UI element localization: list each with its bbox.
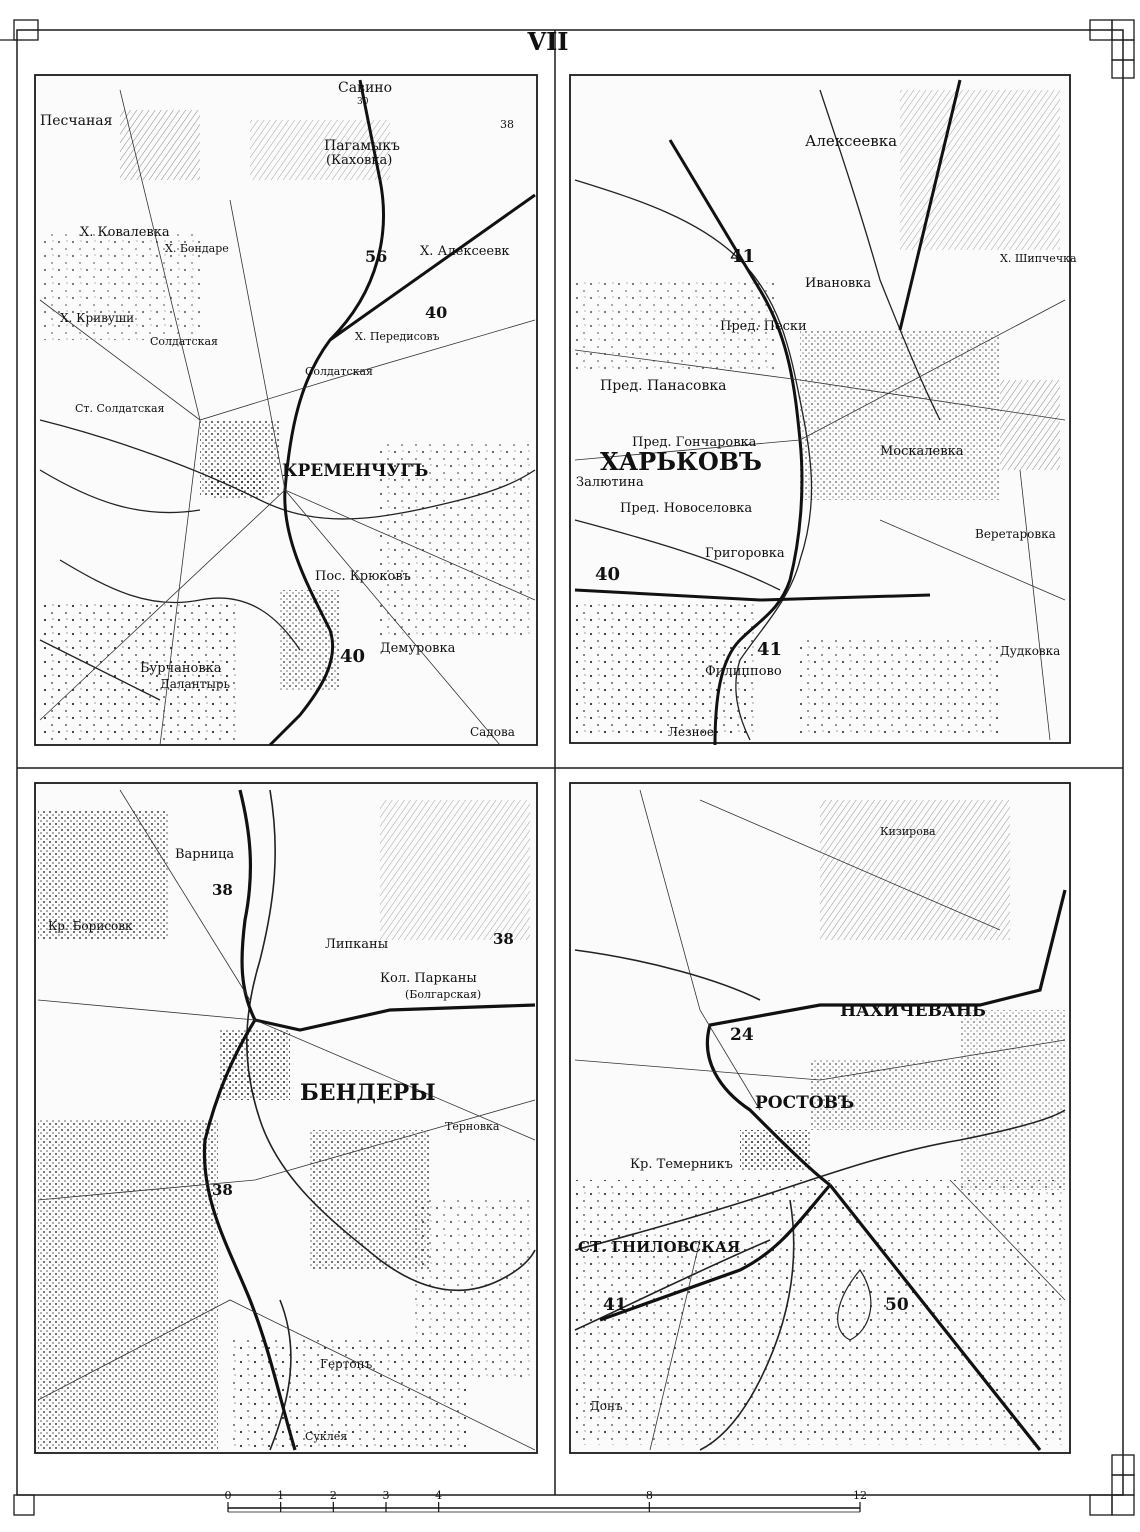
map-label-st-soldatskaya: Ст. Солдатская (75, 402, 165, 415)
map-label-savino: Савино (338, 80, 393, 96)
map-panel-kharkov (570, 75, 1077, 745)
map-label-kryukov: Пос. Крюковъ (315, 569, 411, 584)
map-label-krivushi: Х. Кривуши (60, 311, 135, 325)
map-panel-bendery (35, 783, 537, 1453)
map-label-nakhichevan: НАХИЧЕВАНЬ (840, 1001, 986, 1021)
map-label-route: 38 (212, 881, 233, 899)
map-label-kovalevka: Х. Ковалевка (80, 225, 170, 240)
map-label-varnitsa: Варница (175, 847, 235, 862)
map-label-pagamyk: Пагамыкъ (324, 138, 400, 154)
map-label-borisovka: Кр. Борисовк (48, 919, 133, 933)
map-label-route: 41 (730, 246, 756, 267)
map-label-lipkany: Липканы (325, 937, 389, 952)
map-label-demurovka: Демуровка (380, 641, 456, 656)
plate-number: VII (527, 27, 569, 56)
map-label-sukleya: Суклея (305, 1430, 348, 1443)
map-label-soldatskaya: Солдатская (305, 365, 373, 378)
scale-tick-label: 3 (382, 1489, 390, 1502)
scale-tick-label: 12 (853, 1489, 867, 1502)
map-label-alekseevka: Х. Алексеевк (420, 244, 510, 259)
map-label-gnilovskaya: СТ. ГНИЛОВСКАЯ (578, 1238, 741, 1256)
map-label-pred-goncharovka: Пред. Гончаровка (632, 435, 757, 450)
map-label-parkany: Кол. Парканы (380, 971, 477, 986)
map-label-filippovo: Филиппово (705, 664, 782, 679)
map-label-soldatskaya: Солдатская (150, 335, 218, 348)
scale-tick-label: 0 (224, 1489, 232, 1502)
map-label-ternovka: Терновка (445, 1120, 500, 1133)
map-label-gertop: Гертопъ (320, 1357, 373, 1371)
map-label-rostov: РОСТОВЪ (755, 1093, 855, 1113)
scale-bar (225, 1489, 868, 1512)
map-panel-rostov (570, 783, 1070, 1453)
map-label-number: 30 (357, 97, 369, 107)
map-label-peredisov: Х. Передисовъ (355, 330, 440, 343)
map-label-peschanaya: Песчаная (40, 113, 113, 129)
map-label-ivanovka: Ивановка (805, 276, 872, 291)
map-label-kharkov: ХАРЬКОВЪ (600, 447, 762, 476)
map-label-veretarovka: Веретаровка (975, 527, 1056, 541)
map-label-route: 38 (493, 930, 514, 948)
map-label-bondare: Х. Бондаре (165, 242, 229, 255)
map-label-grigorovka: Григоровка (705, 546, 785, 561)
map-label-route: 56 (365, 247, 388, 266)
map-label-leznoe: Лезное (668, 725, 714, 739)
map-label-pred-novoselovka: Пред. Новоселовка (620, 501, 753, 516)
map-label-pred-panasovka: Пред. Панасовка (600, 378, 727, 394)
map-label-alekseevka: Алексеевка (805, 132, 898, 150)
map-label-route: 50 (885, 1295, 909, 1315)
map-label-kremenchug: КРЕМЕНЧУГЪ (282, 461, 429, 481)
map-label-sadova: Садова (470, 725, 515, 739)
map-label-route: 24 (730, 1025, 754, 1045)
scale-tick-label: 8 (645, 1489, 653, 1502)
map-label-burchanovka: Бурчановка (140, 661, 222, 676)
map-label-dalantyr: Далантырь (160, 677, 231, 691)
map-label-route: 40 (595, 564, 621, 585)
map-label-route: 40 (425, 303, 448, 322)
map-label-zalyutina: Залютина (576, 475, 644, 490)
map-label-don: Донъ (590, 1399, 623, 1413)
map-label-shipchechka: Х. Шипчечка (1000, 252, 1077, 265)
map-label-kakhovka: (Каховка) (326, 153, 393, 168)
map-label-pred-peski: Пред. Пески (720, 319, 807, 334)
map-label-route: 41 (603, 1295, 627, 1315)
map-panel-kremenchug (35, 75, 537, 745)
map-label-temernik: Кр. Темерникъ (630, 1157, 733, 1172)
map-label-moskalevka: Москалевка (880, 444, 964, 459)
map-label-kizirova: Кизирова (880, 825, 936, 838)
map-label-route: 40 (340, 646, 366, 667)
map-label-dudkovka: Дудковка (1000, 644, 1061, 658)
scale-tick-label: 4 (435, 1489, 443, 1502)
map-label-bendery: БЕНДЕРЫ (300, 1080, 436, 1106)
scale-tick-label: 2 (329, 1489, 337, 1502)
scale-tick-label: 1 (277, 1489, 285, 1502)
map-label-bolgarskaya: (Болгарская) (405, 988, 482, 1001)
map-label-number: 38 (500, 118, 514, 131)
map-label-route: 41 (757, 639, 783, 660)
map-label-route: 38 (212, 1181, 233, 1199)
